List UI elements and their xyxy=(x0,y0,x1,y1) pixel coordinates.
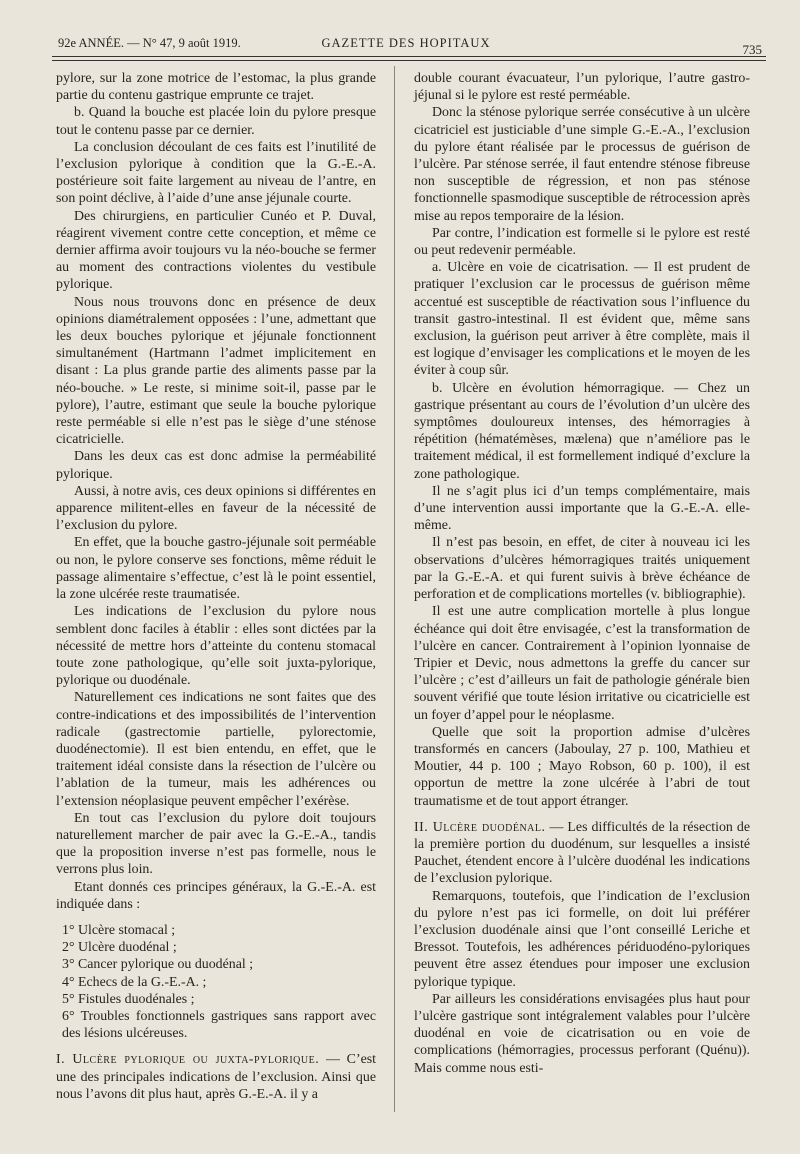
paragraph: pylore, sur la zone motrice de l’estomac, la plus grande partie du contenu gastrique emprunte ce trajet. xyxy=(56,71,376,104)
column-divider xyxy=(394,66,395,1112)
list-item: 4° Echecs de la G.-E.-A. ; xyxy=(62,974,207,990)
paragraph: Remarquons, toutefois, que l’indication de l’exclusion du pylore n’est pas ici formelle, on doit lui préférer l’exclusion duodénale ainsi que l’ont conseillé Leriche et Bressot. Toutefois, les adhérences périduodéno-pyloriques peuvent être assez étendues pour imposer une exclusion pylorique typique. xyxy=(414,888,750,990)
list-item: 2° Ulcère duodénal ; xyxy=(62,940,177,956)
paragraph: Il n’est pas besoin, en effet, de citer à nouveau ici les observations d’ulcères hémorragiques traités uniquement par la G.-E.-A. et qui furent suivis à brève échéance de perforation et de complications mortelles (v. bibliographie). xyxy=(414,535,750,603)
paragraph: b. Quand la bouche est placée loin du pylore presque tout le contenu passe par ce dernier. xyxy=(56,105,376,138)
issue-line: 92e ANNÉE. — N° 47, 9 août 1919. xyxy=(58,36,241,50)
section-text: — Les difficultés de la résection de la première portion du duodénum, sur lesquelles a insisté Pauchet, étendent encore à l’ulcère duodénal les indications de l’exclusion pylorique. xyxy=(414,819,751,887)
list-item: 3° Cancer pylorique ou duodénal ; xyxy=(62,957,254,973)
section-text: — C’est une des principales indications de l’exclusion. Ainsi que nous l’avons dit plus haut, après G.-E.-A. il y a xyxy=(56,1052,377,1102)
paragraph: Des chirurgiens, en particulier Cunéo et P. Duval, réagirent vivement contre cette conception, et même ce dernier affirma avoir toujours vu la néo-bouche se fermer au moment des contractions violentes du vestibule pylorique. xyxy=(56,208,376,293)
section-heading: II. Ulcère duodénal. xyxy=(414,819,546,835)
paragraph: Aussi, à notre avis, ces deux opinions si différentes en apparence militent-elles en faveur de la nécessité de l’exclusion du pylore. xyxy=(56,483,376,534)
paragraph: double courant évacuateur, l’un pylorique, l’autre gastro-jéjunal si le pylore est resté perméable. xyxy=(414,71,750,104)
right-column xyxy=(414,70,750,1077)
paragraph: Les indications de l’exclusion du pylore nous semblent donc faciles à établir : elles sont dictées par la nécessité de mettre hors d’atteinte du contenu stomacal toute zone pathologique, qu’elle soit juxta-pylorique, pylorique ou duodénale. xyxy=(56,604,376,689)
paragraph: Nous nous trouvons donc en présence de deux opinions diamétralement opposées : l’une, admettant que les deux bouches pylorique et jéjunale fonctionnent simultanément (Hartmann l’admet implicitement en disant : La plus grande partie des aliments passe par la néo-bouche. » Le reste, si minime soit-il, passe par le pylore), l’autre, estimant que seule la bouche pylorique reste perméable si elle n’est pas le siège d’une sténose cicatricielle. xyxy=(56,294,376,448)
section-paragraph xyxy=(56,1051,376,1103)
paragraph: Il ne s’agit plus ici d’un temps complémentaire, mais d’une intervention aussi importante que la G.-E.-A. elle-même. xyxy=(414,483,750,534)
paragraph: Il est une autre complication mortelle à plus longue échéance qui doit être envisagée, c’est la transformation de l’ulcère en cancer. Contrairement à l’opinion lyonnaise de Tripier et Devic, nous admettons la greffe du cancer sur l’ulcère ; c’est d’ailleurs un fait de pathologie générale bien souvent vérifié que toute lésion irritative ou cicatricielle est un foyer d’appel pour le néoplasme. xyxy=(414,604,750,723)
paragraph: a. Ulcère en voie de cicatrisation. — Il est prudent de pratiquer l’exclusion car le processus de guérison même accentué est susceptible de réactivation sous l’influence du transit gastro-intestinal. Il est évident que, même sans exclusion, la guérison peut arriver à être complète, mais il est logique d’envisager les complications et le moyen de les éviter à coup sûr. xyxy=(414,260,750,379)
paragraph: Quelle que soit la proportion admise d’ulcères transformés en cancers (Jaboulay, 27 p. 100, Mathieu et Moutier, 44 p. 100 ; Mayo Robson, 60 p. 100), il est opportun de mettre la zone ulcérée à l’abri de tout traumatisme et de tout apport étranger. xyxy=(414,724,750,809)
list-item: 6° Troubles fonctionnels gastriques sans rapport avec des lésions ulcéreuses. xyxy=(62,1008,376,1042)
paragraph: Etant donnés ces principes généraux, la G.-E.-A. est indiquée dans : xyxy=(56,879,376,912)
list-item: 5° Fistules duodénales ; xyxy=(62,991,195,1007)
left-column xyxy=(56,70,376,1103)
paragraph: La conclusion découlant de ces faits est l’inutilité de l’exclusion pylorique à condition que la G.-E.-A. postérieure soit faite largement au niveau de l’antre, en son point déclive, à l’aide d’une anse jéjunale courte. xyxy=(56,139,376,207)
list-item: 1° Ulcère stomacal ; xyxy=(62,922,176,938)
paragraph: Naturellement ces indications ne sont faites que des contre-indications et des impossibilités de l’intervention radicale (gastrectomie partielle, pylorectomie, duodénectomie). Il est bien entendu, en effet, que le traitement idéal consiste dans la résection de l’ulcère ou l’ablation de la tumeur, mais les adhérences ou l’extension néoplasique peuvent empêcher l’exérèse. xyxy=(56,690,376,809)
page-number: 735 xyxy=(742,42,762,57)
paragraph: En effet, que la bouche gastro-jéjunale soit perméable ou non, le pylore conserve ses fonctions, même réduit le passage alimentaire s’effectue, c’est là le point essentiel, la zone ulcérée reste traumatisée. xyxy=(56,535,376,603)
paragraph: b. Ulcère en évolution hémorragique. — Chez un gastrique présentant au cours de l’évolution d’un ulcère des symptômes douloureux intenses, des hémorragies à répétition (hématémèses, mælena) que n’améliore pas le traitement médical, il est formellement indiqué d’exclure la zone pathologique. xyxy=(414,380,750,482)
section-heading: I. Ulcère pylorique ou juxta-pylorique. xyxy=(56,1052,320,1068)
paragraph: En tout cas l’exclusion du pylore doit toujours naturellement marcher de pair avec la G.-E.-A., tandis que la proposition inverse n’est pas formelle, nous le verrons plus loin. xyxy=(56,810,376,878)
journal-title: GAZETTE DES HOPITAUX xyxy=(321,36,491,50)
paragraph: Par contre, l’indication est formelle si le pylore est resté ou peut redevenir perméable. xyxy=(414,225,750,259)
header-rule-double xyxy=(52,60,766,61)
paragraph: Donc la sténose pylorique serrée consécutive à un ulcère cicatriciel est justiciable d’une simple G.-E.-A., l’exclusion du pylore étant réalisée par le processus de guérison de l’ulcère. Par sténose serrée, il faut entendre sténose fibreuse non susceptible de régression, et non pas sténose fonctionnelle spasmodique susceptible de rétrocession après mise au repos temporaire de la lésion. xyxy=(414,105,750,224)
header-rule xyxy=(52,56,766,57)
running-header xyxy=(50,36,762,58)
section-paragraph xyxy=(414,819,750,888)
paragraph: Dans les deux cas est donc admise la perméabilité pylorique. xyxy=(56,449,376,482)
paragraph: Par ailleurs les considérations envisagées plus haut pour l’ulcère gastrique sont intégralement valables pour l’ulcère duodénal en voie de cicatrisation ou en voie de complications (hémorragies, processus perforant (Quénu)). Mais comme nous esti- xyxy=(414,991,750,1076)
